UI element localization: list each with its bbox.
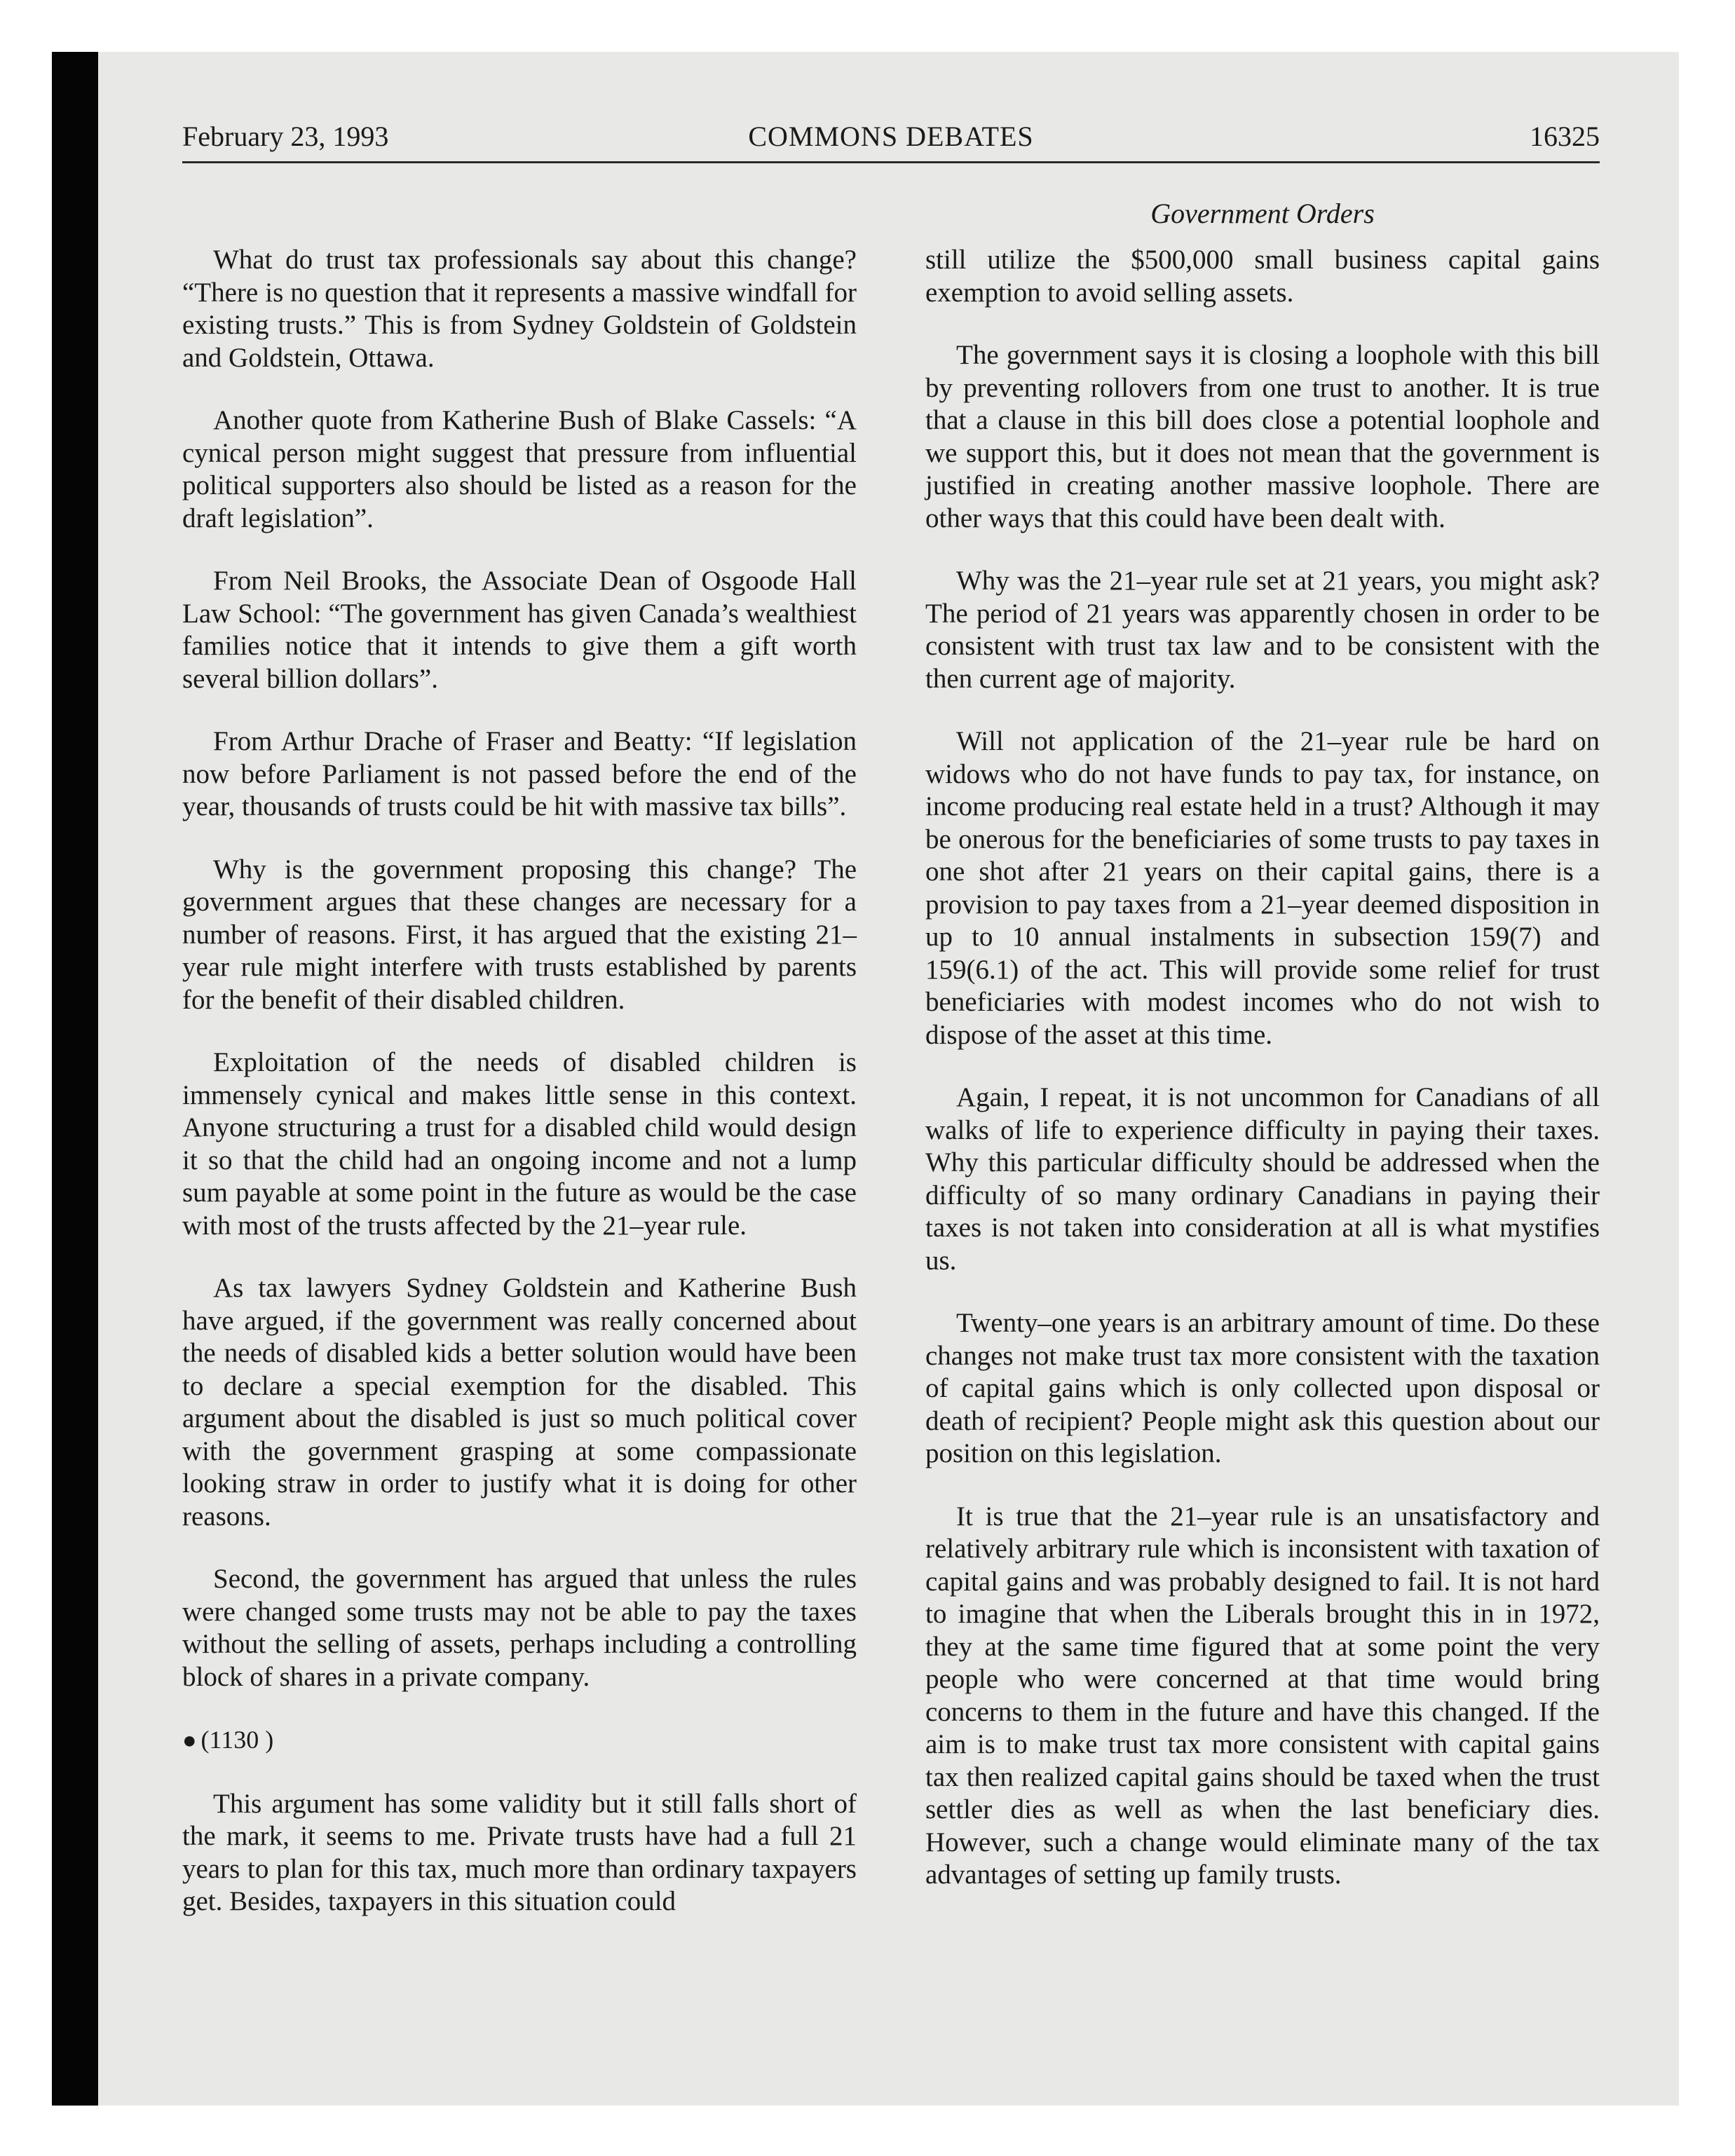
paragraph: Exploitation of the needs of disabled children is immensely cynical and makes little sense in this context. Anyone structuring a trust for a disabled child would design it so that the child had an ongoing income and not a lump sum payable at some point in the future as would be the case with most of the trusts affected by the 21–year rule.	[182, 1047, 857, 1241]
time-marker	[182, 1724, 857, 1758]
time-marker-text: (1130 )	[200, 1726, 274, 1754]
paragraph: It is true that the 21–year rule is an unsatisfactory and relatively arbitrary rule which is inconsistent with taxation of capital gains and was probably designed to fail. It is not hard to imagine that when the Liberals brought this in in 1972, they at the same time figured that at some point the very people who were concerned at that time would bring concerns to them in the future and have this changed. If the aim is to make trust tax more consistent with capital gains tax then realized capital gains should be taxed when the trust settler dies as well as when the last beneficiary dies. However, such a change would eliminate many of the tax advantages of setting up family trusts.	[925, 1501, 1600, 1890]
paragraph: Again, I repeat, it is not uncommon for Canadians of all walks of life to experience difficulty in paying their taxes. Why this particular difficulty should be addressed when the difficulty of so many ordinary Canadians in paying their taxes is not taken into consideration at all is what mystifies us.	[925, 1082, 1600, 1276]
paragraph: Why was the 21–year rule set at 21 years, you might ask? The period of 21 years was apparently chosen in order to be consistent with trust tax law and to be consistent with the then current age of majority.	[925, 566, 1600, 694]
paragraph: Another quote from Katherine Bush of Blake Cassels: “A cynical person might suggest that pressure from influential political supporters also should be listed as a reason for the draft legislation”.	[182, 405, 857, 533]
page-header	[182, 112, 1600, 161]
header-title: COMMONS DEBATES	[748, 121, 1034, 152]
paragraph: Why is the government proposing this change? The government argues that these changes are necessary for a number of reasons. First, it has argued that the existing 21–year rule might interfere with trusts established by parents for the benefit of their disabled children.	[182, 854, 857, 1015]
section-label: Government Orders	[1150, 198, 1375, 229]
left-column	[182, 244, 857, 1949]
header-rule	[182, 161, 1600, 163]
header-page-number: 16325	[1530, 121, 1600, 152]
bullet-icon: ●	[182, 1728, 197, 1754]
paragraph: What do trust tax professionals say about this change? “There is no question that it represents a massive windfall for existing trusts.” This is from Sydney Goldstein of Goldstein and Goldstein, Ottawa.	[182, 245, 857, 373]
header-date: February 23, 1993	[182, 121, 389, 152]
paragraph: Twenty–one years is an arbitrary amount of time. Do these changes not make trust tax more consistent with the taxation of capital gains which is only collected upon disposal or death of recipient? People might ask this question about our position on this legislation.	[925, 1308, 1600, 1468]
right-column	[925, 244, 1600, 1922]
paragraph: still utilize the $500,000 small business capital gains exemption to avoid selling assets.	[925, 245, 1600, 308]
scan-edge-bar	[52, 52, 98, 2106]
paragraph: From Arthur Drache of Fraser and Beatty: “If legislation now before Parliament is not passed before the end of the year, thousands of trusts could be hit with massive tax bills”.	[182, 726, 857, 821]
paragraph: From Neil Brooks, the Associate Dean of Osgoode Hall Law School: “The government has given Canada’s wealthiest families notice that it intends to give them a gift worth several billion dollars”.	[182, 566, 857, 694]
paragraph: Will not application of the 21–year rule be hard on widows who do not have funds to pay tax, for instance, on income producing real estate held in a trust? Although it may be onerous for the beneficiaries of some trusts to pay taxes in one shot after 21 years on their capital gains, there is a provision to pay taxes from a 21–year deemed disposition in up to 10 annual instalments in subsection 159(7) and 159(6.1) of the act. This will provide some relief for trust beneficiaries with modest incomes who do not wish to dispose of the asset at this time.	[925, 726, 1600, 1050]
paragraph: Second, the government has argued that unless the rules were changed some trusts may not be able to pay the taxes without the selling of assets, perhaps including a controlling block of shares in a private company.	[182, 1564, 857, 1692]
paragraph: The government says it is closing a loophole with this bill by preventing rollovers from one trust to another. It is true that a clause in this bill does close a potential loophole and we support this, but it does not mean that the government is justified in creating another massive loophole. There are other ways that this could have been dealt with.	[925, 340, 1600, 533]
paragraph: As tax lawyers Sydney Goldstein and Katherine Bush have argued, if the government was really concerned about the needs of disabled kids a better solution would have been to declare a special exemption for the disabled. This argument about the disabled is just so much political cover with the government grasping at some compassionate looking straw in order to justify what it is doing for other reasons.	[182, 1273, 857, 1531]
paragraph: This argument has some validity but it still falls short of the mark, it seems to me. Private trusts have had a full 21 years to plan for this tax, much more than ordinary taxpayers get. Besides, taxpayers in this situation could	[182, 1788, 857, 1916]
